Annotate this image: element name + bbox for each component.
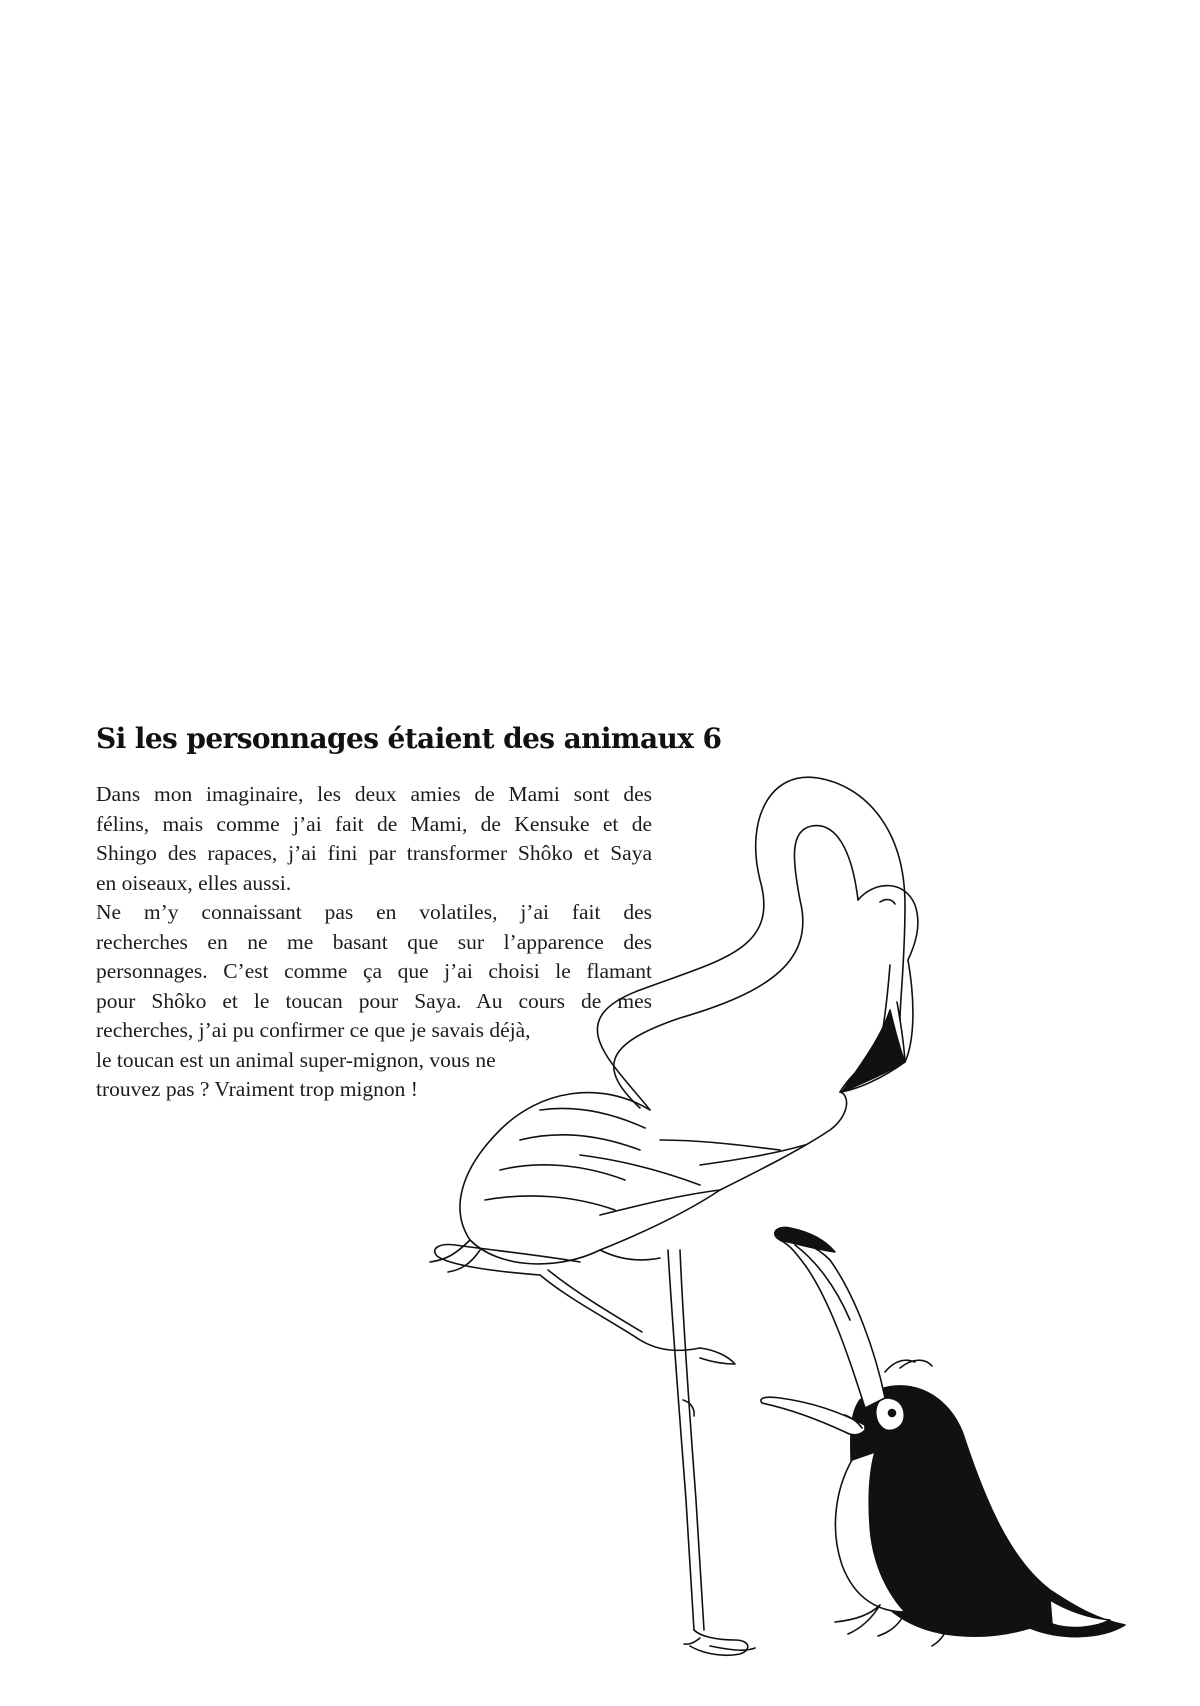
body-line: Shingo des rapaces, j’ai fini par transformer Shôko et Saya [96, 841, 652, 865]
page-title: Si les personnages étaient des animaux 6 [96, 722, 722, 755]
body-line: Dans mon imaginaire, les deux amies de Mami sont des [96, 782, 652, 806]
body-line: recherches, j’ai pu confirmer ce que je savais déjà, [96, 1018, 531, 1042]
body-line: personnages. C’est comme ça que j’ai choisi le flamant [96, 959, 652, 983]
body-line: recherches en ne me basant que sur l’apparence des [96, 929, 652, 954]
toucan-icon [761, 1227, 1125, 1646]
body-line: en oiseaux, elles aussi. [96, 870, 292, 895]
body-line: trouvez pas ? Vraiment trop mignon ! [96, 1077, 418, 1101]
body-line: pour Shôko et le toucan pour Saya. Au cours de mes [96, 988, 652, 1013]
body-line: le toucan est un animal super-mignon, vous ne [96, 1047, 496, 1072]
body-text [96, 780, 652, 1105]
body-line: félins, mais comme j’ai fait de Mami, de Kensuke et de [96, 811, 652, 836]
body-line: Ne m’y connaissant pas en volatiles, j’ai fait des [96, 900, 652, 924]
